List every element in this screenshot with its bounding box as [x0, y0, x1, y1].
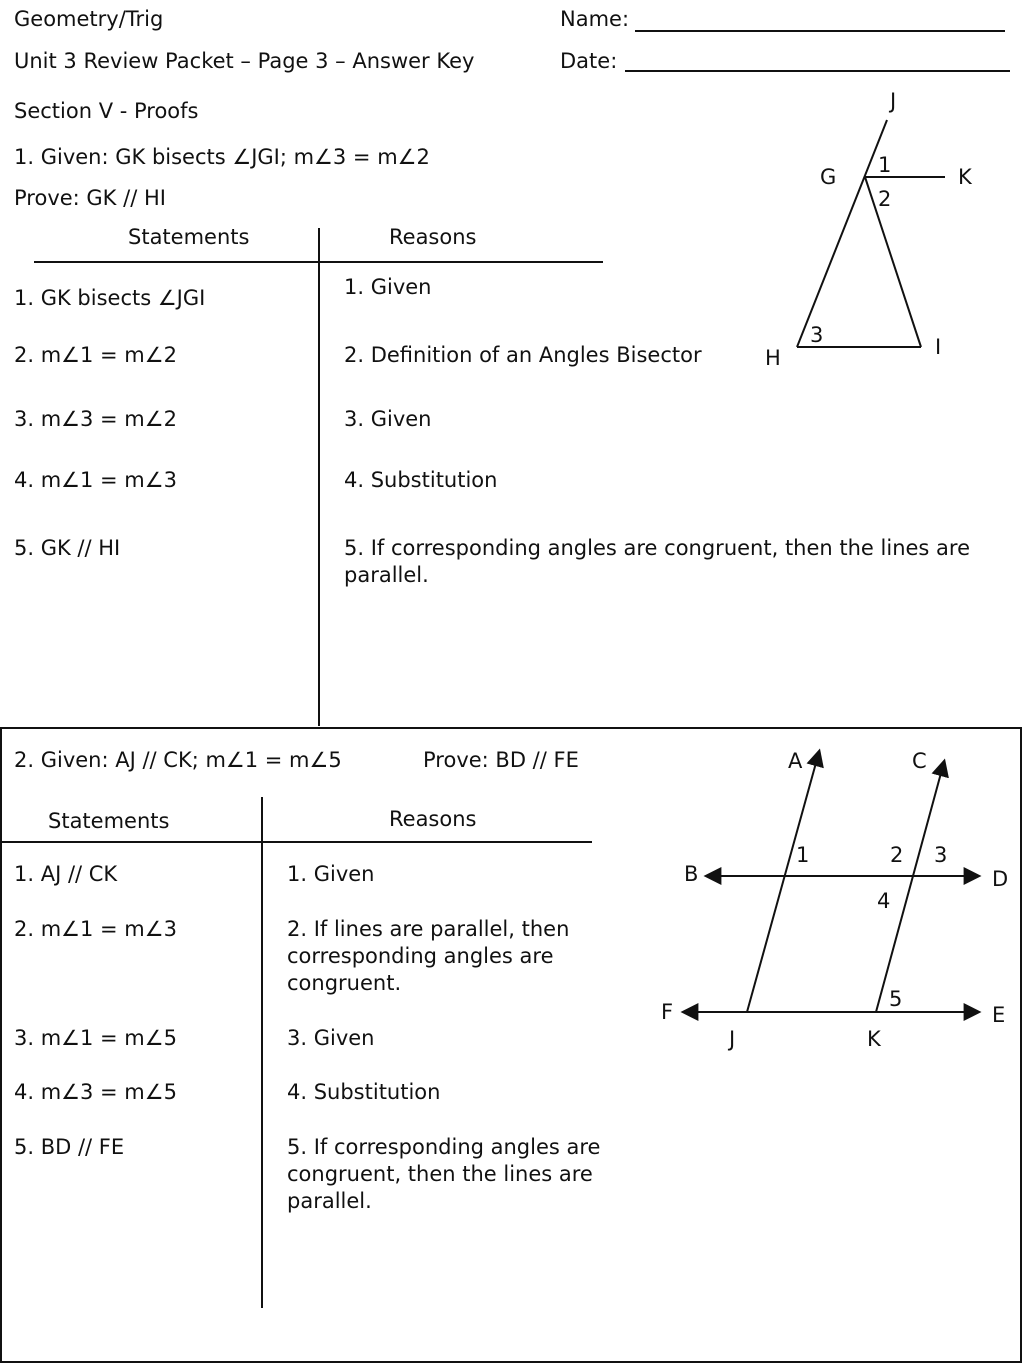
proof-2-prove: Prove: BD // FE — [423, 748, 579, 772]
proof-2-reason: 3. Given — [287, 1026, 375, 1050]
proof-1-column-divider — [318, 228, 320, 726]
point-label: G — [820, 165, 837, 189]
point-label: K — [867, 1027, 881, 1051]
proof-2-statement: 5. BD // FE — [14, 1135, 125, 1159]
proof-1-given: 1. Given: GK bisects ∠JGI; m∠3 = m∠2 — [14, 145, 430, 169]
proof-2-statement: 1. AJ // CK — [14, 862, 118, 886]
angle-label: 4 — [877, 889, 891, 913]
proof-1-prove: Prove: GK // HI — [14, 186, 166, 210]
proof-1-statement: 5. GK // HI — [14, 536, 121, 560]
point-label: D — [992, 867, 1009, 891]
angle-label: 5 — [889, 987, 903, 1011]
point-label: H — [765, 346, 781, 370]
proof-2-statement: 2. m∠1 = m∠3 — [14, 917, 177, 941]
angle-label: 2 — [878, 187, 892, 211]
proof-2-header-rule — [2, 841, 592, 843]
proof-1-statement: 3. m∠3 = m∠2 — [14, 407, 177, 431]
point-label: I — [935, 335, 942, 359]
point-label: J — [890, 89, 897, 113]
proof-2-reasons-header: Reasons — [389, 807, 477, 831]
proof-2-statement: 3. m∠1 = m∠5 — [14, 1026, 177, 1050]
angle-label: 1 — [796, 843, 810, 867]
proof-1-reason: 2. Definition of an Angles Bisector — [344, 343, 702, 367]
proof-1-figure — [740, 80, 1024, 380]
proof-1-reason: 4. Substitution — [344, 468, 498, 492]
point-label: E — [992, 1003, 1006, 1027]
point-label: C — [912, 749, 927, 773]
proof-2-reason: 5. If corresponding angles are congruent, then the lines are parallel. — [287, 1135, 601, 1213]
point-label: J — [729, 1027, 736, 1051]
angle-label: 2 — [890, 843, 904, 867]
packet-title: Unit 3 Review Packet – Page 3 – Answer Key — [14, 49, 475, 73]
proof-1-statement: 1. GK bisects ∠JGI — [14, 286, 206, 310]
angle-label: 1 — [878, 153, 892, 177]
proof-1-reason: 5. If corresponding angles are congruent, then the lines are parallel. — [344, 536, 971, 587]
date-label: Date: — [560, 49, 618, 73]
point-label: B — [684, 862, 699, 886]
proof-2-given: 2. Given: AJ // CK; m∠1 = m∠5 — [14, 748, 342, 772]
proof-2-statements-header: Statements — [48, 809, 170, 833]
name-field[interactable] — [635, 30, 1005, 32]
proof-2-reason: 4. Substitution — [287, 1080, 441, 1104]
proof-1-statements-header: Statements — [128, 225, 250, 249]
section-title: Section V - Proofs — [14, 99, 199, 123]
course-title: Geometry/Trig — [14, 7, 164, 31]
proof-1-reason: 3. Given — [344, 407, 432, 431]
proof-2-column-divider — [261, 797, 263, 1308]
point-label: F — [661, 1000, 674, 1024]
proof-2-statement: 4. m∠3 = m∠5 — [14, 1080, 177, 1104]
proof-2-reason: 2. If lines are parallel, then corresponding angles are congruent. — [287, 917, 570, 995]
proof-1-reasons-header: Reasons — [389, 225, 477, 249]
point-label: A — [788, 749, 803, 773]
proof-1-reason: 1. Given — [344, 275, 432, 299]
angle-label: 3 — [934, 843, 948, 867]
angle-label: 3 — [810, 323, 824, 347]
point-label: K — [958, 165, 972, 189]
proof-1-statement: 4. m∠1 = m∠3 — [14, 468, 177, 492]
date-field[interactable] — [625, 70, 1010, 72]
proof-2-reason: 1. Given — [287, 862, 375, 886]
name-label: Name: — [560, 7, 630, 31]
proof-2-figure — [650, 740, 1020, 1060]
proof-1-statement: 2. m∠1 = m∠2 — [14, 343, 177, 367]
